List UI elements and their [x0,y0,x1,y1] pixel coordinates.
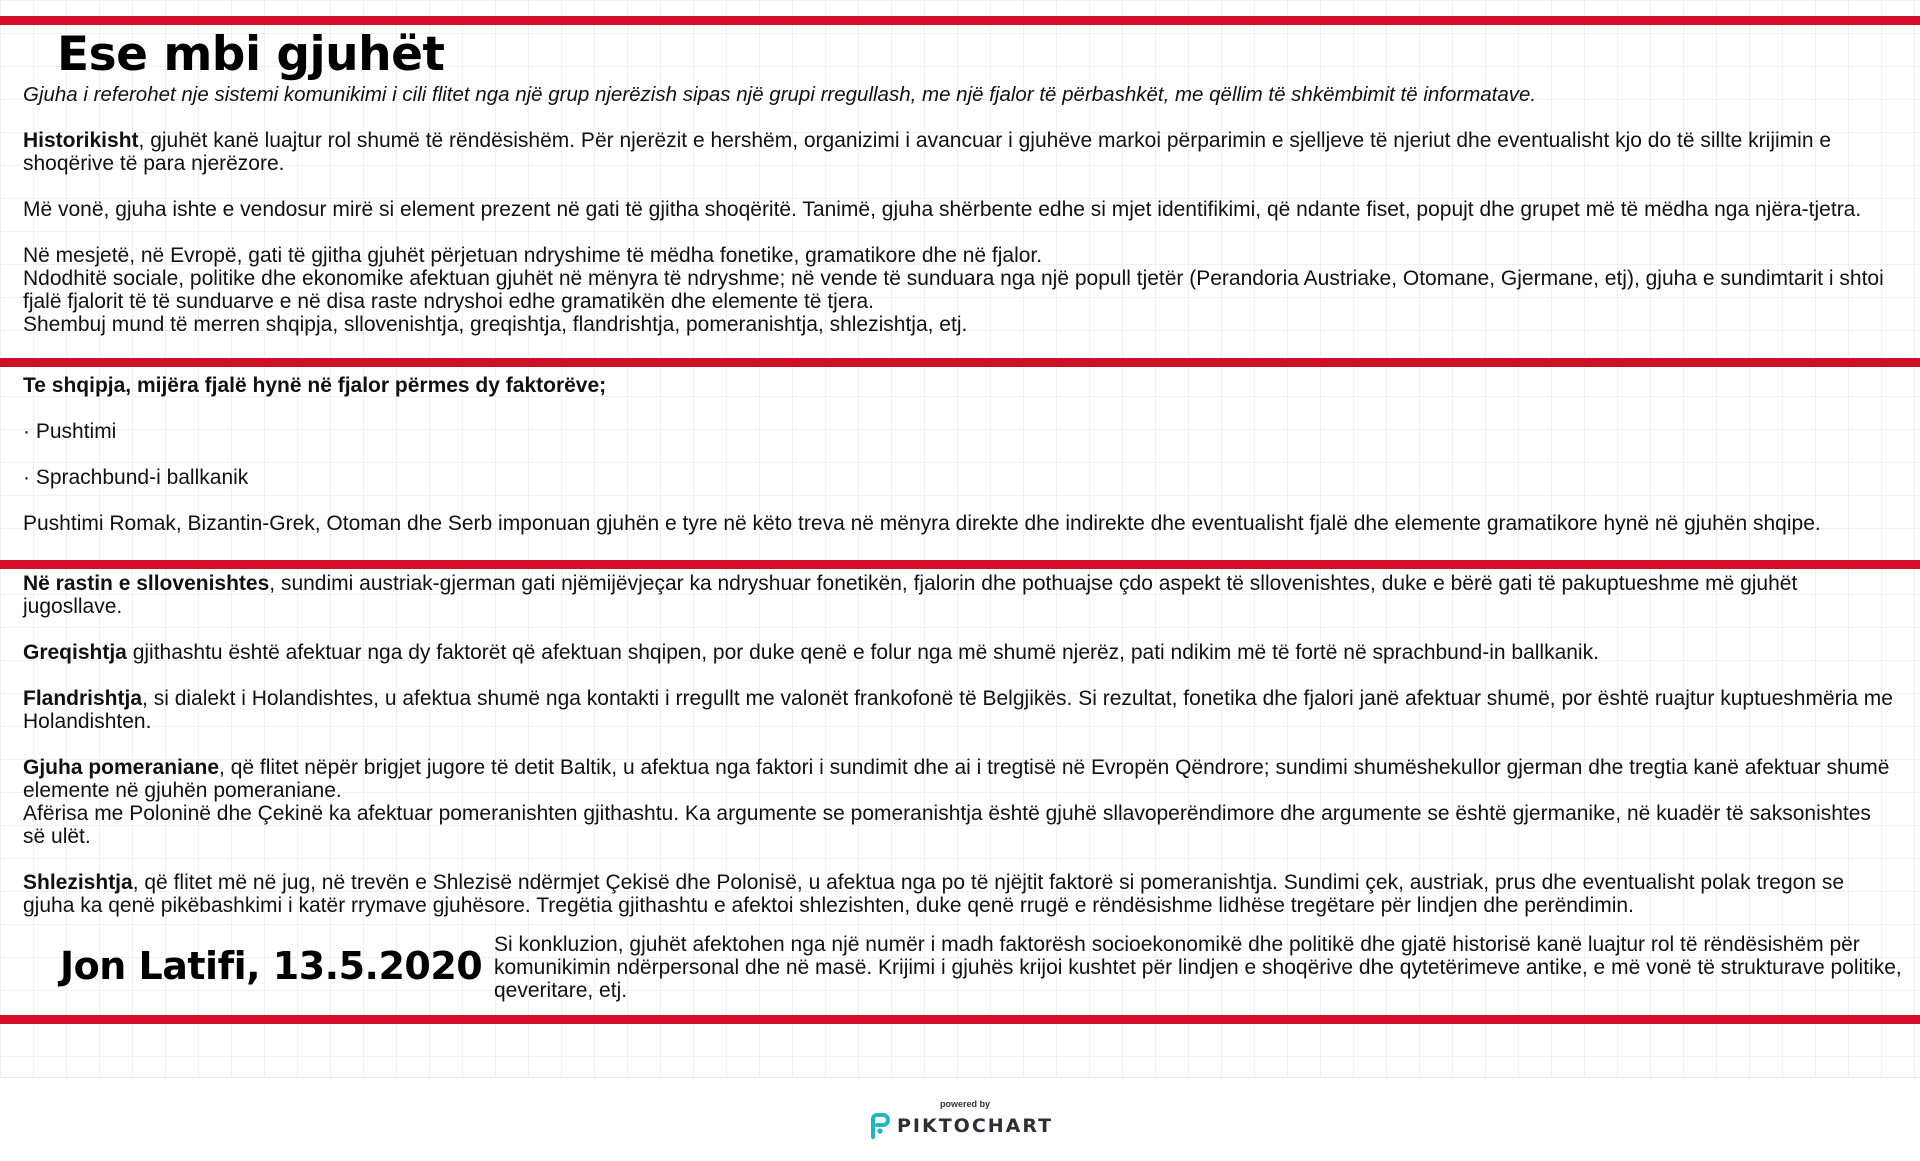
conclusion-paragraph: Si konkluzion, gjuhët afektohen nga një numër i madh faktorësh socioekonomikë dhe politikë dhe gjatë historisë kanë luajtur rol të rëndësishëm për komunikimin ndërpersonal dhe në masë. Krijimi i gjuhës krijoi kushtet për lindjen e shoqërive dhe qytetërimeve antike, e më vonë të strukturave politike, qeveritare, etj. [494,933,1902,1002]
history-paragraph-3-line-2: Ndodhitë sociale, politike dhe ekonomike afektuan gjuhët në mënyra të ndryshme; në vende të sunduara nga një popull tjetër (Perandoria Austriake, Otomane, Gjermane, etj), gjuha e sundimtarit i shtoi fjalë fjalorit të të sunduarve e në disa raste ndryshoi edhe gramatikën dhe elemente të tjera. [23,267,1884,313]
flemish-keyword: Flandrishtja [23,687,143,710]
history-paragraph-1 [23,129,1893,175]
piktochart-wordmark: PIKTOCHART [897,1115,1054,1137]
history-paragraph-3-line-1: Në mesjetë, në Evropë, gati të gjitha gjuhët përjetuan ndryshime të mëdha fonetike, gramatikore dhe në fjalor. [23,244,1043,267]
albanian-paragraph: Pushtimi Romak, Bizantin-Grek, Otoman dhe Serb imponuan gjuhën e tyre në këto treva në mënyra direkte dhe indirekte dhe eventualisht fjalë dhe elemente gramatikore hynë në gjuhën shqipe. [23,512,1821,535]
piktochart-brand[interactable] [869,1113,1053,1139]
author-date: Jon Latifi, 13.5.2020 [60,944,483,988]
divider-2 [0,358,1920,367]
pomeranian-text: , që flitet nëpër brigjet jugore të detit Baltik, u afektua nga faktori i sundimit dhe ai i tregtisë në Evropën Qëndrore; sundimi shumëshekullor gjerman dhe tregtia kanë afektuar shumë elemente në gjuhën pomeraniane. [23,756,1890,802]
history-text: , gjuhët kanë luajtur rol shumë të rëndësishëm. Për njerëzit e hershëm, organizimi i avancuar i gjuhëve markoi përparimin e sjelljeve të njeriut dhe eventualisht kjo do të sillte krijimin e shoqërive të para njerëzore. [23,129,1832,175]
flemish-text: , si dialekt i Holandishtes, u afektua shumë nga kontakti i rregullt me valonët frankofonë të Belgjikës. Si rezultat, fonetika dhe fjalori janë afektuar shumë, por është ruajtur kuptueshmëria me Holandishten. [23,687,1893,733]
albanian-heading [23,374,1893,397]
albanian-section [23,374,1893,535]
albanian-heading-text: Te shqipja, mijëra fjalë hynë në fjalor përmes dy faktorëve; [23,374,607,397]
flemish-paragraph [23,687,1893,733]
silesian-keyword: Shlezishtja [23,871,133,894]
languages-section [23,572,1893,917]
slovene-paragraph [23,572,1893,618]
greek-keyword: Greqishtja [23,641,127,664]
powered-by-label: powered by [939,1099,990,1109]
bullet-sprachbund: · Sprachbund-i ballkanik [23,466,249,489]
greek-text: gjithashtu është afektuar nga dy faktorët që afektuan shqipen, por duke qenë e folur nga më shumë njerëz, pati ndikim më të fortë në sprachbund-in ballkanik. [126,641,1599,664]
bottom-divider [0,1015,1920,1024]
top-divider [0,16,1920,25]
pomeranian-paragraph [23,756,1893,802]
history-examples: Shembuj mund të merren shqipja, sllovenishtja, greqishtja, flandrishtja, pomeranishtja, shlezishtja, etj. [23,313,968,336]
pomeranian-paragraph-2: Afërisa me Poloninë dhe Çekinë ka afektuar pomeranishten gjithashtu. Ka argumente se pomeranishtja është gjuhë sllavoperëndimore dhe argumente se është gjermanike, në kuadër të saksonishtes së ulët. [23,802,1871,848]
pomeranian-keyword: Gjuha pomeraniane [23,756,220,779]
piktochart-logo-icon [869,1113,891,1139]
history-paragraph-2: Më vonë, gjuha ishte e vendosur mirë si element prezent në gati të gjitha shoqëritë. Tanimë, gjuha shërbente edhe si mjet identifikimi, që ndante fiset, popujt dhe grupet më të mëdha nga njëra-tjetra. [23,198,1862,221]
greek-paragraph [23,641,1893,664]
slovene-keyword: Në rastin e sllovenishtes [23,572,270,595]
page-title: Ese mbi gjuhët [57,27,445,82]
divider-3 [0,560,1920,569]
history-keyword: Historikisht [23,129,139,152]
silesian-paragraph [23,871,1893,917]
history-section [23,83,1893,336]
bullet-conquest: · Pushtimi [23,420,117,443]
intro-paragraph: Gjuha i referohet nje sistemi komunikimi i cili flitet nga një grup njerëzish sipas një grupi rregullash, me një fjalor të përbashkët, me qëllim të shkëmbimit të informatave. [23,83,1537,106]
slovene-text: , sundimi austriak-gjerman gati njëmijëvjeçar ka ndryshuar fonetikën, fjalorin dhe pothuajse çdo aspekt të sllovenishtes, duke e bërë gati të pakuptueshme më gjuhët jugosllave. [23,572,1798,618]
silesian-text: , që flitet më në jug, në trevën e Shlezisë ndërmjet Çekisë dhe Polonisë, u afektua nga po të njëjtit faktorë si pomeranishtja. Sundimi çek, austriak, prus dhe eventualisht polak tregon se gjuha ka qenë pikëbashkimi i katër rrymave gjuhësore. Tregëtia gjithashtu e afektoi shlezishten, duke qenë rrugë e rëndësishme lidhëse tregëtare për lindjen dhe perëndimin. [23,871,1845,917]
